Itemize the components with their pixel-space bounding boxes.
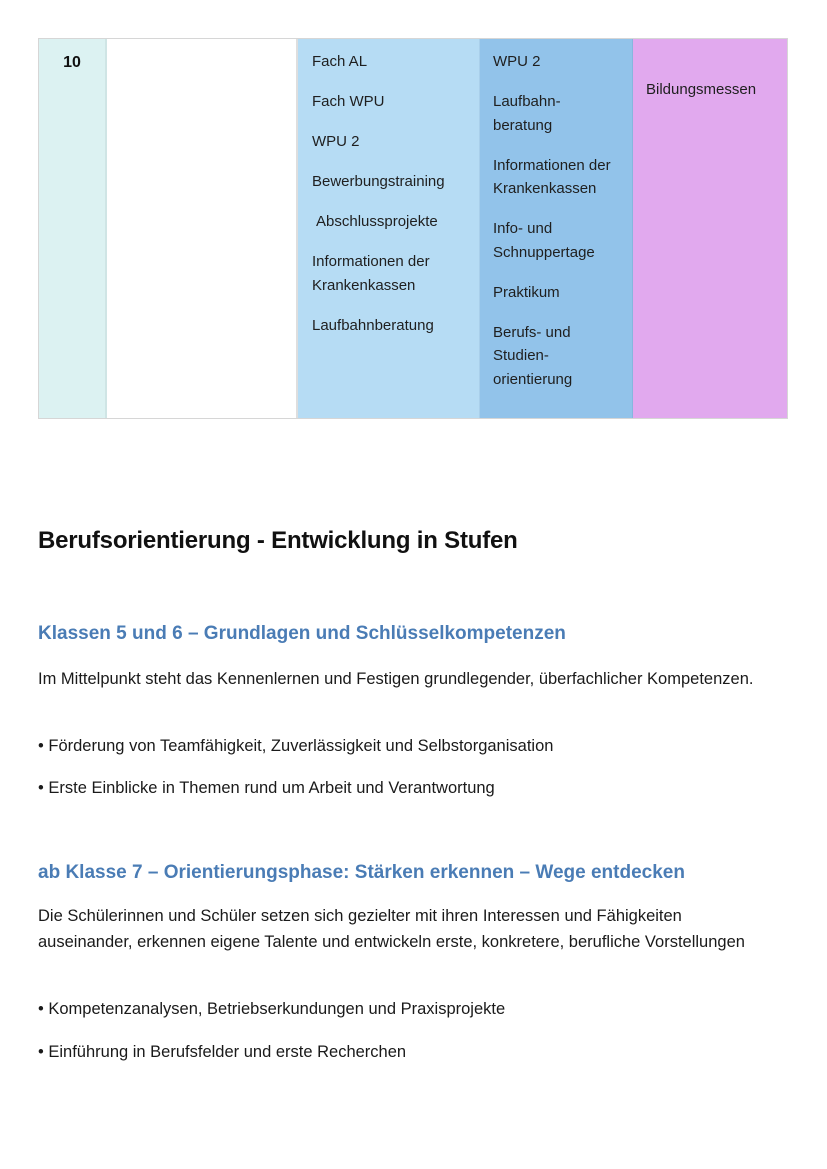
list-item: Info- und Schnuppertage xyxy=(493,220,595,261)
grade-number: 10 xyxy=(63,54,81,71)
events-list xyxy=(633,39,787,102)
activities-list xyxy=(480,39,632,391)
section2-bullet-1: • Kompetenzanalysen, Betriebserkundungen und Praxisprojekte xyxy=(38,1000,506,1018)
list-item: Abschlussprojekte xyxy=(316,213,438,230)
empty-cell xyxy=(107,39,298,418)
section2-intro: Die Schülerinnen und Schüler setzen sich gezielter mit ihren Interessen und Fähigkeiten auseinander, erkennen eigene Talente und entwickeln erste, konkretere, berufliche Vorstellungen xyxy=(38,907,745,951)
subject-list xyxy=(298,39,479,337)
events-cell xyxy=(633,39,787,418)
list-item: Bildungsmessen xyxy=(646,81,757,98)
subject-cell xyxy=(298,39,480,418)
list-item: Berufs- und Studien-orientierung xyxy=(493,323,573,388)
section1-intro: Im Mittelpunkt steht das Kennenlernen und Festigen grundlegender, überfachlicher Kompetenzen. xyxy=(38,670,754,688)
list-item: Laufbahn-beratung xyxy=(493,93,561,134)
list-item: Fach WPU xyxy=(312,93,385,110)
section1-bullet-2: • Erste Einblicke in Themen rund um Arbeit und Verantwortung xyxy=(38,779,495,797)
list-item: Bewerbungstraining xyxy=(312,173,445,190)
section2-bullet-2: • Einführung in Berufsfelder und erste Recherchen xyxy=(38,1043,407,1061)
career-orientation-table xyxy=(38,38,788,419)
list-item: WPU 2 xyxy=(493,53,541,70)
page-title: Berufsorientierung - Entwicklung in Stufen xyxy=(38,527,518,554)
grade-cell xyxy=(39,39,107,418)
list-item: Laufbahnberatung xyxy=(312,316,434,334)
list-item: Informationen der Krankenkassen xyxy=(312,253,430,294)
list-item: Praktikum xyxy=(493,283,560,301)
list-item: Fach AL xyxy=(312,53,368,70)
list-item: Informationen der Krankenkassen xyxy=(493,156,611,197)
section2-heading: ab Klasse 7 – Orientierungsphase: Stärken erkennen – Wege entdecken xyxy=(38,862,685,883)
list-item: WPU 2 xyxy=(312,133,360,150)
section1-heading: Klassen 5 und 6 – Grundlagen und Schlüsselkompetenzen xyxy=(38,623,566,644)
section1-bullet-1: • Förderung von Teamfähigkeit, Zuverlässigkeit und Selbstorganisation xyxy=(38,737,554,755)
activities-cell xyxy=(480,39,633,418)
